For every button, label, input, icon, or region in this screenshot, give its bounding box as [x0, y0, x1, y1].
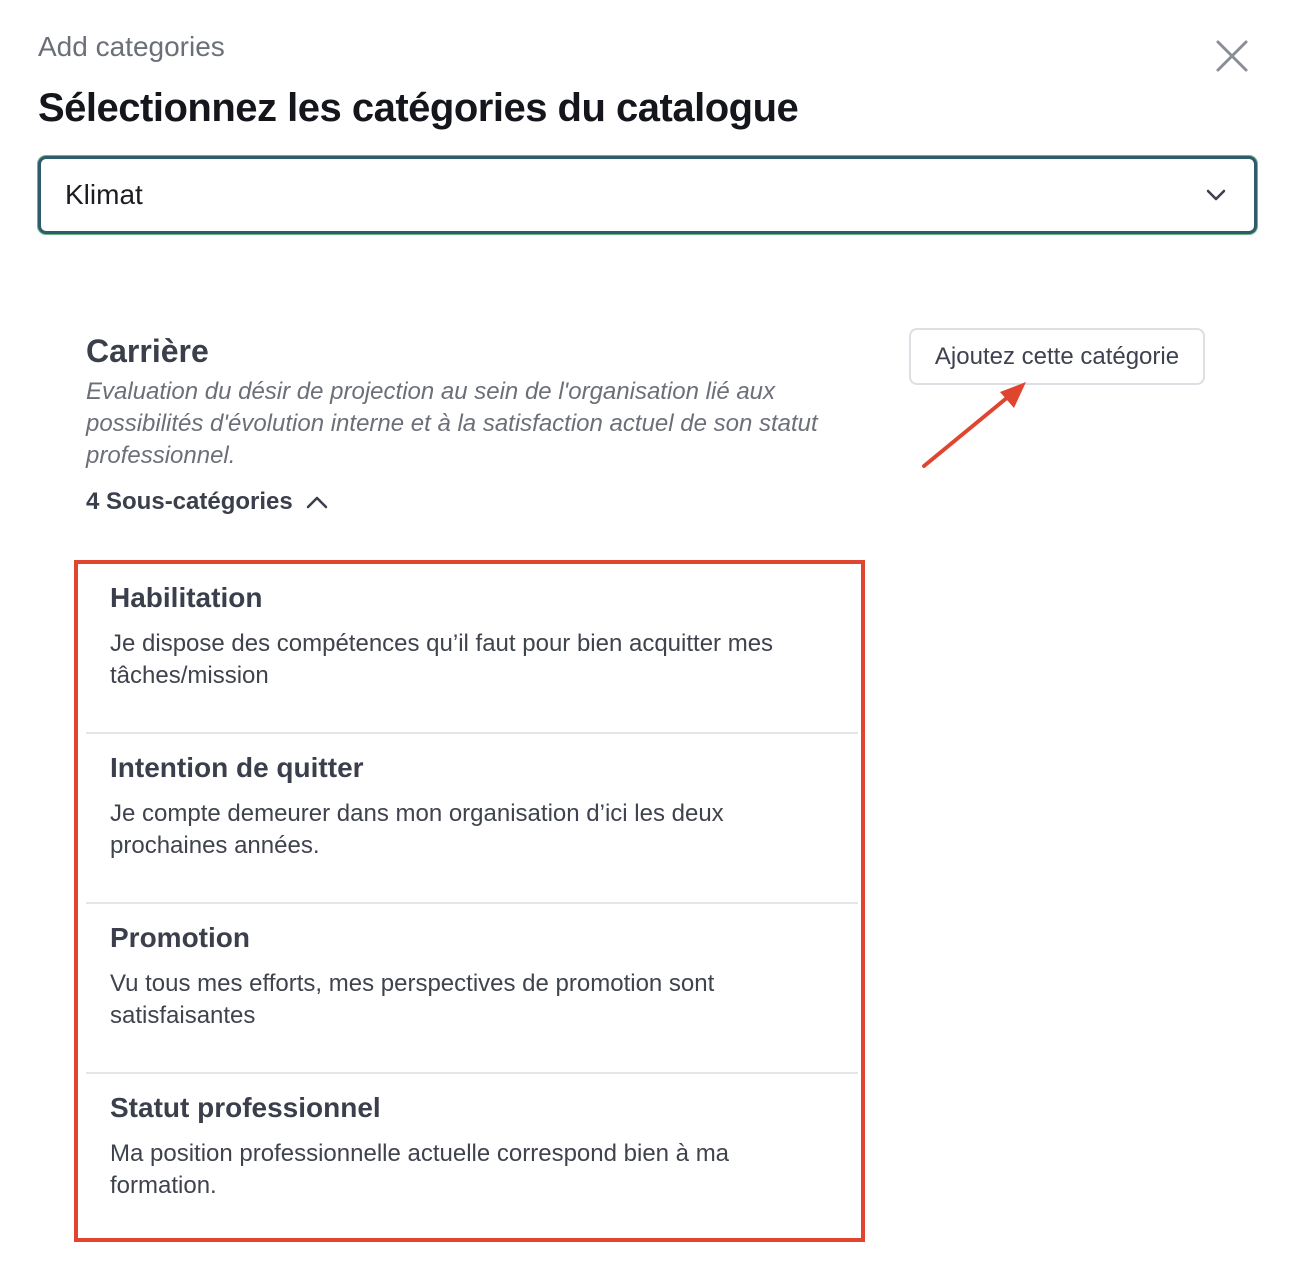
chevron-down-icon — [1204, 183, 1228, 207]
subcategory-name: Promotion — [110, 922, 250, 953]
subcategory-item — [86, 734, 858, 904]
subcategories-toggle[interactable] — [86, 488, 331, 516]
close-button[interactable] — [1212, 36, 1252, 76]
subcategory-item — [86, 1074, 858, 1244]
modal-title: Sélectionnez les catégories du catalogue — [38, 86, 799, 130]
catalogue-select[interactable] — [38, 156, 1257, 234]
chevron-up-icon — [303, 488, 331, 516]
subcategory-name: Habilitation — [110, 582, 263, 613]
subcategory-name: Statut professionnel — [110, 1092, 381, 1123]
subcategory-item — [86, 564, 858, 734]
subcategory-description: Vu tous mes efforts, mes perspectives de promotion sont satisfaisantes — [110, 970, 715, 1029]
category-name: Carrière — [86, 333, 209, 369]
subcategories-count: 4 Sous-catégories — [86, 488, 293, 515]
annotation-arrow — [916, 378, 1036, 478]
add-category-button[interactable]: Ajoutez cette catégorie — [909, 328, 1205, 385]
modal-subtitle: Add categories — [38, 31, 225, 62]
category-description: Evaluation du désir de projection au sein de l'organisation lié aux possibilités d'évolution interne et à la satisfaction actuel de son statut professionnel. — [86, 378, 818, 469]
subcategory-name: Intention de quitter — [110, 752, 364, 783]
close-icon — [1212, 36, 1252, 76]
subcategory-description: Je compte demeurer dans mon organisation d’ici les deux prochaines années. — [110, 800, 724, 859]
select-value: Klimat — [65, 179, 143, 210]
subcategory-description: Je dispose des compétences qu’il faut pour bien acquitter mes tâches/mission — [110, 630, 774, 689]
subcategory-item — [86, 904, 858, 1074]
subcategory-description: Ma position professionnelle actuelle correspond bien à ma formation. — [110, 1140, 730, 1199]
